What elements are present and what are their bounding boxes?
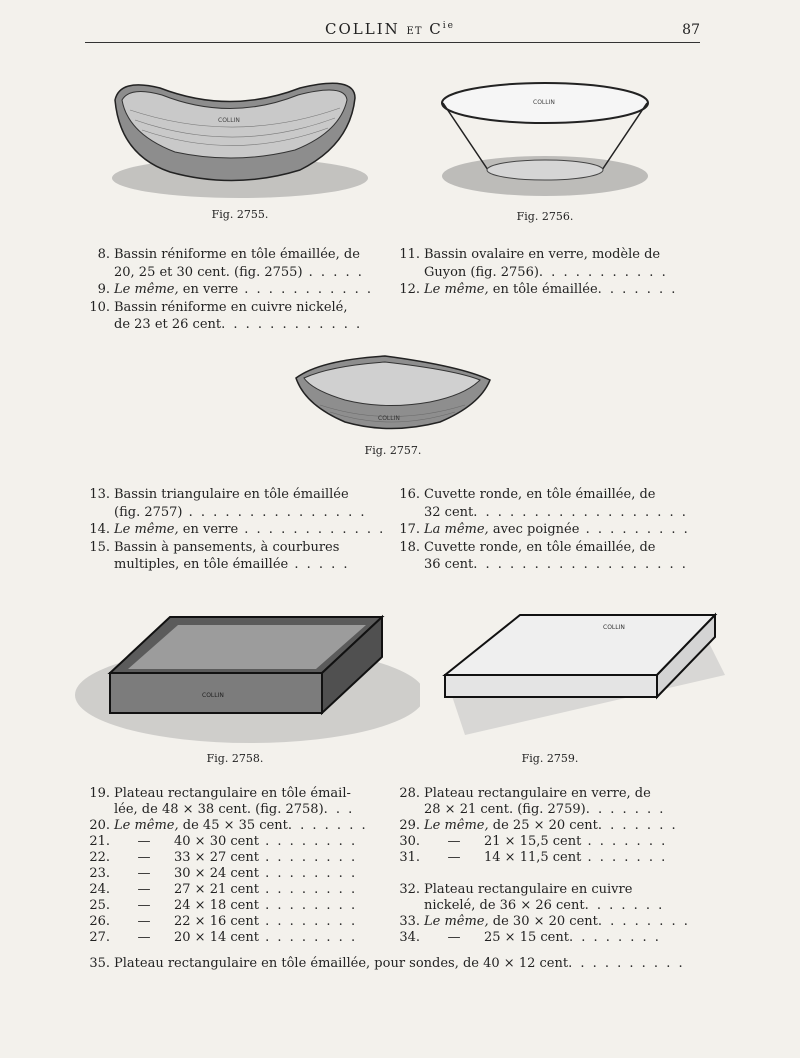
list-item <box>80 898 358 914</box>
leader-dots: . . . . . <box>302 264 364 280</box>
item-text: (fig. 2757) <box>114 504 183 520</box>
item-text: nickelé, de 36 × 26 cent <box>424 898 585 913</box>
section3-left-list <box>80 786 368 946</box>
leader-dots: . . . . . . . . <box>258 914 358 929</box>
item-number: 31. <box>399 850 420 865</box>
item-text: 20, 25 et 30 cent. (fig. 2755) <box>114 264 303 280</box>
item-italic: Le même, <box>114 818 179 833</box>
leader-dots: . . . . . . . <box>597 818 678 833</box>
brand-cie: C <box>429 20 443 38</box>
section1-right-list <box>390 246 678 299</box>
item-number: 23. <box>89 866 110 881</box>
leader-dots: . . . . . . . . . . <box>568 956 685 971</box>
item-text: Bassin à pansements, à courbures <box>114 539 340 555</box>
ditto-dash: — <box>137 834 151 849</box>
list-item <box>390 818 678 834</box>
item-number: 21. <box>89 834 110 849</box>
leader-dots: . . . . . . . <box>585 802 666 817</box>
leader-dots: . . . . . . . . . . . . . . . <box>182 504 367 520</box>
list-item <box>80 882 358 898</box>
leader-dots: . . . . . . . . <box>258 930 358 945</box>
oval-glass-basin-illustration <box>435 78 655 208</box>
brand-title <box>80 20 700 38</box>
ditto-dash: — <box>137 930 151 945</box>
list-item <box>390 882 670 914</box>
item-text: 14 × 11,5 cent <box>484 850 582 865</box>
item-italic: Le même, <box>114 522 179 537</box>
item-number: 26. <box>89 914 110 929</box>
enamel-tray-illustration <box>60 605 420 745</box>
caption-2758: Fig. 2758. <box>206 752 264 765</box>
item-text: 27 × 21 cent <box>174 882 259 897</box>
item-number: 10. <box>89 299 110 315</box>
item-text: Cuvette ronde, en tôle émaillée, de <box>424 539 656 555</box>
list-item <box>390 281 678 299</box>
item-text: de 45 × 35 cent <box>178 818 288 833</box>
leader-dots: . . . <box>323 802 355 817</box>
item-number: 30. <box>399 834 420 849</box>
leader-dots: . . . . . . . . . . . . . . . . . . <box>473 504 688 520</box>
item-number: 16. <box>399 487 420 502</box>
item-text: Plateau rectangulaire en tôle émaillée, pour sondes, de 40 × 12 cent <box>114 956 569 971</box>
leader-dots: . . . . . . . . . . . . <box>221 317 363 332</box>
item-italic: Le même, <box>424 818 489 833</box>
item-text: 28 × 21 cent. (fig. 2759) <box>424 802 586 817</box>
item-number: 24. <box>89 882 110 897</box>
figure-2757 <box>290 350 495 440</box>
item-number: 13. <box>89 487 110 502</box>
item-text: Plateau rectangulaire en cuivre <box>424 882 633 897</box>
item-text: 32 cent <box>424 504 474 520</box>
item-number: 34. <box>399 930 420 945</box>
leader-dots: . . . . . . . . <box>258 834 358 849</box>
list-item <box>80 246 364 281</box>
list-item <box>80 930 358 946</box>
item-text: 24 × 18 cent <box>174 898 259 913</box>
footer-list-item <box>80 956 685 971</box>
item-number: 11. <box>399 247 420 262</box>
stamp-2758: COLLIN <box>202 692 224 699</box>
ditto-dash: — <box>447 930 461 945</box>
glass-tray-illustration <box>435 605 730 740</box>
item-number: 28. <box>399 786 420 801</box>
list-item <box>80 521 386 539</box>
page-header <box>80 20 700 44</box>
brand-et: ET <box>406 26 423 37</box>
item-number: 14. <box>89 522 110 537</box>
leader-dots: . . . . . . . . <box>258 850 358 865</box>
list-item <box>80 281 374 299</box>
stamp-2759: COLLIN <box>603 624 625 631</box>
item-number: 25. <box>89 898 110 913</box>
list-item <box>390 786 670 818</box>
list-item <box>390 486 688 521</box>
section2-right-list <box>390 486 690 574</box>
stamp-2756: COLLIN <box>533 99 555 106</box>
item-text: 33 × 27 cent <box>174 850 259 865</box>
list-item <box>390 834 670 850</box>
list-item <box>390 930 670 946</box>
leader-dots: . . . . . . . . . . . . . . . . . . <box>473 557 688 572</box>
list-item <box>80 486 367 521</box>
item-number: 35. <box>89 956 110 971</box>
item-text: Bassin ovalaire en verre, modèle de <box>424 247 661 262</box>
ditto-dash: — <box>137 866 151 881</box>
ditto-dash: — <box>137 914 151 929</box>
item-italic: Le même, <box>424 914 489 929</box>
leader-dots: . . . . . . . . <box>258 898 358 913</box>
item-text: 21 × 15,5 cent <box>484 834 582 849</box>
caption-2755: Fig. 2755. <box>211 208 269 221</box>
size-rows <box>80 834 358 946</box>
item-text: Cuvette ronde, en tôle émaillée, de <box>424 487 656 502</box>
item-text: de 30 × 20 cent <box>488 914 598 929</box>
caption-2759: Fig. 2759. <box>521 752 579 765</box>
item-number: 17. <box>399 522 420 537</box>
item-number: 27. <box>89 930 110 945</box>
item-number: 19. <box>89 786 110 801</box>
list-item <box>390 539 688 574</box>
list-item <box>80 866 358 882</box>
item-text: multiples, en tôle émaillée <box>114 557 289 572</box>
leader-dots: . . . . . . . . <box>597 914 690 929</box>
item-text: Plateau rectangulaire en verre, de <box>424 786 651 801</box>
section1-left-list <box>80 246 374 334</box>
item-number: 8. <box>97 247 110 262</box>
item-text: Bassin réniforme en tôle émaillée, de <box>114 247 360 262</box>
list-item <box>80 299 363 334</box>
item-text: de 25 × 20 cent <box>488 818 598 833</box>
ditto-dash: — <box>137 882 151 897</box>
item-number: 33. <box>399 914 420 929</box>
leader-dots: . . . . . . . . <box>568 930 661 945</box>
item-text: 40 × 30 cent <box>174 834 259 849</box>
leader-dots: . . . . . . . . <box>258 866 358 881</box>
caption-2757: Fig. 2757. <box>364 444 422 457</box>
figure-2756 <box>435 78 655 208</box>
list-item <box>80 850 358 866</box>
list-item <box>390 246 670 281</box>
list-item <box>390 850 670 866</box>
list-item <box>80 539 355 574</box>
list-item <box>80 914 358 930</box>
list-item <box>390 914 690 930</box>
ditto-dash: — <box>447 850 461 865</box>
triangular-basin-illustration <box>290 350 495 440</box>
leader-dots: . . . . . . . . . <box>579 522 690 537</box>
brand-name: COLLIN <box>325 20 400 38</box>
ditto-dash: — <box>447 834 461 849</box>
leader-dots: . . . . . . . . . . . <box>238 282 374 297</box>
item-italic: Le même, <box>424 282 489 297</box>
kidney-basin-illustration <box>100 70 370 205</box>
caption-2756: Fig. 2756. <box>516 210 574 223</box>
size-rows <box>390 834 670 866</box>
section3-right-list <box>390 786 690 946</box>
leader-dots: . . . . . . . <box>581 850 668 865</box>
item-text: en verre <box>178 282 239 297</box>
item-number: 22. <box>89 850 110 865</box>
stamp-2757: COLLIN <box>378 415 400 422</box>
list-item <box>80 818 368 834</box>
item-number: 9. <box>97 282 110 297</box>
item-number: 29. <box>399 818 420 833</box>
page-number: 87 <box>682 22 700 38</box>
leader-dots: . . . . . . . <box>287 818 368 833</box>
item-text: 22 × 16 cent <box>174 914 259 929</box>
leader-dots: . . . . . <box>288 557 350 572</box>
leader-dots: . . . . . . . . . . . . <box>238 522 386 537</box>
item-text: 36 cent <box>424 557 474 572</box>
leader-dots: . . . . . . . <box>597 282 678 297</box>
list-item <box>80 834 358 850</box>
item-text: en verre <box>178 522 239 537</box>
item-text: 20 × 14 cent <box>174 930 259 945</box>
item-italic: Le même, <box>114 282 179 297</box>
item-text: 30 × 24 cent <box>174 866 259 881</box>
item-number: 32. <box>399 882 420 897</box>
item-italic: La même, <box>424 522 489 537</box>
item-text: 25 × 15 cent <box>484 930 569 945</box>
item-text: Guyon (fig. 2756) <box>424 264 539 280</box>
item-text: de 23 et 26 cent <box>114 317 222 332</box>
leader-dots: . . . . . . . . . . . <box>538 264 668 280</box>
ditto-dash: — <box>137 898 151 913</box>
section2-left-list <box>80 486 386 574</box>
brand-cie-sup: ie <box>442 21 455 31</box>
item-text: Bassin triangulaire en tôle émaillée <box>114 487 349 502</box>
item-text: en tôle émaillée <box>488 282 598 297</box>
item-text: Plateau rectangulaire en tôle émail- <box>114 786 351 801</box>
item-number: 12. <box>399 282 420 297</box>
figure-2759 <box>435 605 730 740</box>
figure-2758 <box>60 605 420 745</box>
leader-dots: . . . . . . . . <box>258 882 358 897</box>
item-text: lée, de 48 × 38 cent. (fig. 2758) <box>114 802 324 817</box>
item-text: avec poignée <box>488 522 580 537</box>
list-item <box>80 786 355 818</box>
item-number: 20. <box>89 818 110 833</box>
stamp-2755: COLLIN <box>218 117 240 124</box>
leader-dots: . . . . . . . <box>584 898 665 913</box>
figure-2755 <box>100 70 370 205</box>
header-rule <box>85 42 700 43</box>
item-number: 18. <box>399 539 420 555</box>
list-item <box>390 521 690 539</box>
ditto-dash: — <box>137 850 151 865</box>
item-text: Bassin réniforme en cuivre nickelé, <box>114 299 348 315</box>
item-number: 15. <box>89 539 110 555</box>
leader-dots: . . . . . . . <box>581 834 668 849</box>
